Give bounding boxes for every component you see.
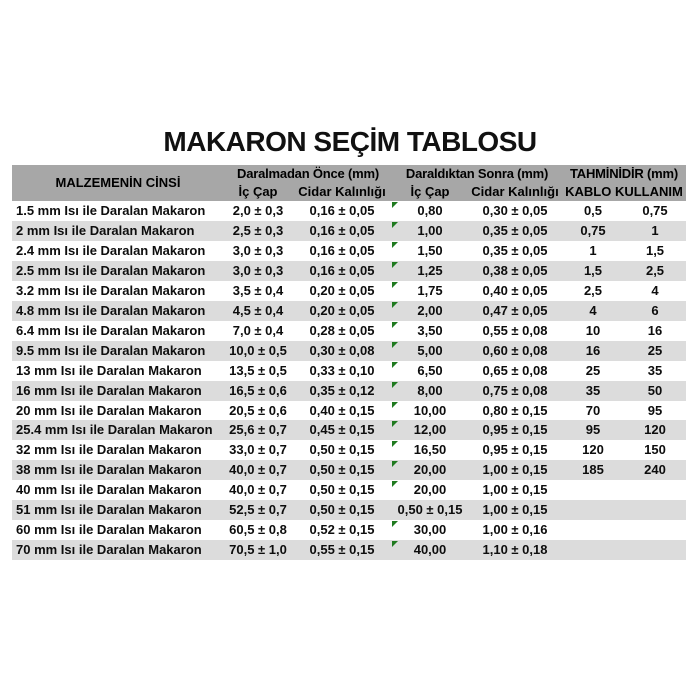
cell-ic-cap-sonra: 12,00 bbox=[392, 420, 468, 440]
excel-error-flag-icon bbox=[392, 441, 398, 447]
cell-ic-cap-once: 7,0 ± 0,4 bbox=[232, 322, 284, 338]
cell-ic-cap-once: 4,5 ± 0,4 bbox=[224, 301, 292, 321]
cell-ic-cap-once: 10,0 ± 0,5 bbox=[224, 341, 292, 361]
table-header bbox=[12, 165, 686, 201]
cell-kablo-max bbox=[624, 480, 686, 500]
cell-kablo-min bbox=[562, 480, 624, 500]
header-wall-thickness-before: Cidar Kalınlığı bbox=[292, 183, 392, 201]
cell-cidar-sonra: 0,40 ± 0,05 bbox=[482, 282, 548, 298]
cell-kablo-max: 2,5 bbox=[624, 261, 686, 281]
cell-kablo-min: 16 bbox=[562, 341, 624, 361]
cell-kablo-min bbox=[562, 520, 624, 540]
table-row bbox=[12, 480, 686, 500]
table-row bbox=[12, 401, 686, 421]
cell-ic-cap-once: 2,5 ± 0,3 bbox=[224, 221, 292, 241]
cell-ic-cap-sonra: 1,50 bbox=[392, 241, 468, 261]
cell-ic-cap-once: 3,0 ± 0,3 bbox=[232, 242, 284, 258]
cell-ic-cap-once: 20,5 ± 0,6 bbox=[229, 402, 287, 418]
cell-cidar-once: 0,50 ± 0,15 bbox=[309, 442, 375, 458]
cell-ic-cap-sonra: 0,50 ± 0,15 bbox=[392, 500, 468, 520]
cell-material: 2.4 mm Isı ile Daralan Makaron bbox=[16, 242, 206, 258]
cell-ic-cap-once: 13,5 ± 0,5 bbox=[229, 362, 287, 378]
cell-ic-cap-sonra: 20,00 bbox=[392, 460, 468, 480]
cell-kablo-max: 16 bbox=[647, 322, 663, 338]
cell-ic-cap-sonra: 0,80 bbox=[392, 201, 468, 221]
header-inner-diameter-before: İç Çap bbox=[224, 183, 292, 201]
cell-kablo-max: 120 bbox=[624, 420, 686, 440]
excel-error-flag-icon bbox=[392, 541, 398, 547]
cell-material: 20 mm Isı ile Daralan Makaron bbox=[16, 402, 202, 418]
header-group-before-shrink: Daralmadan Önce (mm) bbox=[224, 165, 392, 183]
table-row bbox=[12, 420, 686, 440]
excel-error-flag-icon bbox=[392, 302, 398, 308]
cell-kablo-min: 0,5 bbox=[583, 203, 603, 218]
cell-cidar-once: 0,55 ± 0,15 bbox=[292, 540, 392, 560]
cell-cidar-sonra: 0,55 ± 0,08 bbox=[482, 322, 548, 338]
page-title: MAKARON SEÇİM TABLOSU bbox=[163, 126, 537, 157]
excel-error-flag-icon bbox=[392, 402, 398, 408]
cell-cidar-once: 0,45 ± 0,15 bbox=[292, 420, 392, 440]
cell-material: 51 mm Isı ile Daralan Makaron bbox=[12, 500, 224, 520]
cell-cidar-sonra: 0,30 ± 0,05 bbox=[482, 203, 548, 218]
cell-material: 1.5 mm Isı ile Daralan Makaron bbox=[16, 203, 206, 218]
cell-cidar-sonra: 0,75 ± 0,08 bbox=[468, 381, 562, 401]
cell-ic-cap-sonra: 40,00 bbox=[392, 540, 468, 560]
cell-cidar-sonra: 0,80 ± 0,15 bbox=[482, 402, 548, 418]
cell-kablo-max: 6 bbox=[624, 301, 686, 321]
cell-ic-cap-sonra: 1,75 bbox=[392, 281, 468, 301]
table-row bbox=[12, 500, 686, 520]
cell-ic-cap-once: 33,0 ± 0,7 bbox=[229, 442, 287, 458]
excel-error-flag-icon bbox=[392, 202, 398, 208]
cell-material: 6.4 mm Isı ile Daralan Makaron bbox=[16, 322, 206, 338]
cell-cidar-once: 0,28 ± 0,05 bbox=[309, 322, 375, 338]
cell-material: 16 mm Isı ile Daralan Makaron bbox=[12, 381, 224, 401]
cell-cidar-once: 0,40 ± 0,15 bbox=[309, 402, 375, 418]
cell-cidar-sonra: 1,00 ± 0,15 bbox=[482, 482, 548, 498]
cell-kablo-max bbox=[624, 520, 686, 540]
cell-material: 38 mm Isı ile Daralan Makaron bbox=[12, 460, 224, 480]
cell-kablo-min: 70 bbox=[585, 402, 601, 418]
table-row bbox=[12, 241, 686, 261]
cell-ic-cap-once: 3,0 ± 0,3 bbox=[224, 261, 292, 281]
cell-cidar-sonra: 0,38 ± 0,05 bbox=[468, 261, 562, 281]
cell-material: 40 mm Isı ile Daralan Makaron bbox=[16, 482, 202, 498]
excel-error-flag-icon bbox=[392, 362, 398, 368]
cell-cidar-once: 0,20 ± 0,05 bbox=[309, 282, 375, 298]
cell-kablo-min: 0,75 bbox=[562, 221, 624, 241]
cell-material: 32 mm Isı ile Daralan Makaron bbox=[16, 442, 202, 458]
cell-material: 4.8 mm Isı ile Daralan Makaron bbox=[12, 301, 224, 321]
cell-kablo-max: 25 bbox=[624, 341, 686, 361]
cell-ic-cap-once: 40,0 ± 0,7 bbox=[229, 482, 287, 498]
table-row bbox=[12, 460, 686, 480]
cell-material: 2.5 mm Isı ile Daralan Makaron bbox=[12, 261, 224, 281]
cell-kablo-min: 10 bbox=[585, 322, 601, 338]
cell-kablo-max: 1,5 bbox=[645, 242, 665, 258]
cell-cidar-once: 0,16 ± 0,05 bbox=[292, 221, 392, 241]
table-row bbox=[12, 341, 686, 361]
cell-ic-cap-sonra: 3,50 bbox=[392, 321, 468, 341]
cell-ic-cap-sonra: 1,25 bbox=[392, 261, 468, 281]
table-row bbox=[12, 301, 686, 321]
cell-ic-cap-sonra: 6,50 bbox=[392, 361, 468, 381]
makaron-selection-table bbox=[12, 165, 686, 560]
excel-error-flag-icon bbox=[392, 521, 398, 527]
table-row bbox=[12, 261, 686, 281]
table-row bbox=[12, 520, 686, 540]
cell-kablo-max: 95 bbox=[647, 402, 663, 418]
cell-cidar-sonra: 0,35 ± 0,05 bbox=[482, 242, 548, 258]
cell-kablo-max: 35 bbox=[647, 362, 663, 378]
excel-error-flag-icon bbox=[392, 262, 398, 268]
header-cable-usage: KABLO KULLANIM bbox=[562, 183, 686, 201]
cell-cidar-sonra: 0,47 ± 0,05 bbox=[468, 301, 562, 321]
cell-kablo-min: 2,5 bbox=[583, 282, 603, 298]
excel-error-flag-icon bbox=[392, 282, 398, 288]
header-group-row bbox=[12, 165, 686, 183]
header-inner-diameter-after: İç Çap bbox=[392, 183, 468, 201]
cell-ic-cap-sonra: 1,00 bbox=[392, 221, 468, 241]
cell-cidar-sonra: 1,00 ± 0,16 bbox=[482, 522, 548, 538]
cell-cidar-once: 0,50 ± 0,15 bbox=[292, 500, 392, 520]
cell-ic-cap-sonra: 10,00 bbox=[392, 401, 468, 421]
table-row bbox=[12, 381, 686, 401]
cell-kablo-min: 4 bbox=[562, 301, 624, 321]
cell-ic-cap-once: 3,5 ± 0,4 bbox=[232, 282, 284, 298]
cell-cidar-once: 0,16 ± 0,05 bbox=[309, 203, 375, 218]
header-material: MALZEMENİN CİNSİ bbox=[12, 165, 224, 201]
cell-cidar-once: 0,50 ± 0,15 bbox=[309, 482, 375, 498]
cell-cidar-once: 0,16 ± 0,05 bbox=[309, 242, 375, 258]
cell-ic-cap-sonra: 5,00 bbox=[392, 341, 468, 361]
cell-ic-cap-once: 60,5 ± 0,8 bbox=[229, 522, 287, 538]
cell-kablo-min: 1,5 bbox=[562, 261, 624, 281]
excel-error-flag-icon bbox=[392, 342, 398, 348]
cell-kablo-min: 95 bbox=[562, 420, 624, 440]
cell-ic-cap-once: 16,5 ± 0,6 bbox=[224, 381, 292, 401]
cell-kablo-min: 1 bbox=[589, 242, 597, 258]
cell-kablo-max: 240 bbox=[624, 460, 686, 480]
cell-cidar-once: 0,35 ± 0,12 bbox=[292, 381, 392, 401]
cell-kablo-max: 0,75 bbox=[642, 203, 668, 218]
table-row bbox=[12, 321, 686, 341]
table-row bbox=[12, 540, 686, 560]
excel-error-flag-icon bbox=[392, 242, 398, 248]
excel-error-flag-icon bbox=[392, 421, 398, 427]
cell-material: 3.2 mm Isı ile Daralan Makaron bbox=[16, 282, 206, 298]
cell-ic-cap-once: 40,0 ± 0,7 bbox=[224, 460, 292, 480]
cell-material: 2 mm Isı ile Daralan Makaron bbox=[12, 221, 224, 241]
cell-cidar-sonra: 0,95 ± 0,15 bbox=[468, 420, 562, 440]
cell-material: 9.5 mm Isı ile Daralan Makaron bbox=[12, 341, 224, 361]
cell-ic-cap-sonra: 16,50 bbox=[392, 440, 468, 460]
cell-material: 70 mm Isı ile Daralan Makaron bbox=[12, 540, 224, 560]
cell-kablo-min: 25 bbox=[585, 362, 601, 378]
cell-kablo-max: 4 bbox=[651, 282, 659, 298]
cell-kablo-max bbox=[624, 540, 686, 560]
cell-material: 60 mm Isı ile Daralan Makaron bbox=[16, 522, 202, 538]
cell-ic-cap-once: 2,0 ± 0,3 bbox=[232, 203, 284, 218]
cell-kablo-min: 120 bbox=[582, 442, 604, 458]
cell-ic-cap-once: 70,5 ± 1,0 bbox=[224, 540, 292, 560]
cell-kablo-min bbox=[562, 540, 624, 560]
cell-ic-cap-sonra: 2,00 bbox=[392, 301, 468, 321]
header-wall-thickness-after: Cidar Kalınlığı bbox=[468, 183, 562, 201]
cell-kablo-min: 35 bbox=[562, 381, 624, 401]
cell-cidar-once: 0,33 ± 0,10 bbox=[309, 362, 375, 378]
header-group-estimate: TAHMİNİDİR (mm) bbox=[562, 165, 686, 183]
cell-material: 13 mm Isı ile Daralan Makaron bbox=[16, 362, 202, 378]
table-row bbox=[12, 201, 686, 221]
table-row bbox=[12, 221, 686, 241]
table-row bbox=[12, 361, 686, 381]
cell-cidar-sonra: 1,00 ± 0,15 bbox=[468, 500, 562, 520]
cell-kablo-max: 1 bbox=[624, 221, 686, 241]
excel-error-flag-icon bbox=[392, 481, 398, 487]
cell-cidar-once: 0,16 ± 0,05 bbox=[292, 261, 392, 281]
cell-cidar-once: 0,20 ± 0,05 bbox=[292, 301, 392, 321]
cell-cidar-sonra: 1,00 ± 0,15 bbox=[468, 460, 562, 480]
cell-kablo-max bbox=[624, 500, 686, 520]
cell-ic-cap-sonra: 20,00 bbox=[392, 480, 468, 500]
table-body bbox=[12, 201, 686, 560]
cell-cidar-sonra: 0,60 ± 0,08 bbox=[468, 341, 562, 361]
table-row bbox=[12, 281, 686, 301]
cell-material: 25.4 mm Isı ile Daralan Makaron bbox=[12, 420, 224, 440]
excel-error-flag-icon bbox=[392, 461, 398, 467]
cell-ic-cap-sonra: 30,00 bbox=[392, 520, 468, 540]
cell-kablo-min bbox=[562, 500, 624, 520]
cell-kablo-min: 185 bbox=[562, 460, 624, 480]
excel-error-flag-icon bbox=[392, 322, 398, 328]
cell-cidar-sonra: 1,10 ± 0,18 bbox=[468, 540, 562, 560]
table-row bbox=[12, 440, 686, 460]
header-group-after-shrink: Daraldıktan Sonra (mm) bbox=[392, 165, 562, 183]
cell-cidar-once: 0,52 ± 0,15 bbox=[309, 522, 375, 538]
cell-ic-cap-sonra: 8,00 bbox=[392, 381, 468, 401]
cell-kablo-max: 150 bbox=[644, 442, 666, 458]
cell-cidar-sonra: 0,95 ± 0,15 bbox=[482, 442, 548, 458]
cell-ic-cap-once: 52,5 ± 0,7 bbox=[224, 500, 292, 520]
cell-cidar-once: 0,30 ± 0,08 bbox=[292, 341, 392, 361]
excel-error-flag-icon bbox=[392, 382, 398, 388]
cell-cidar-sonra: 0,65 ± 0,08 bbox=[482, 362, 548, 378]
cell-cidar-sonra: 0,35 ± 0,05 bbox=[468, 221, 562, 241]
cell-ic-cap-once: 25,6 ± 0,7 bbox=[224, 420, 292, 440]
cell-kablo-max: 50 bbox=[624, 381, 686, 401]
excel-error-flag-icon bbox=[392, 222, 398, 228]
cell-cidar-once: 0,50 ± 0,15 bbox=[292, 460, 392, 480]
